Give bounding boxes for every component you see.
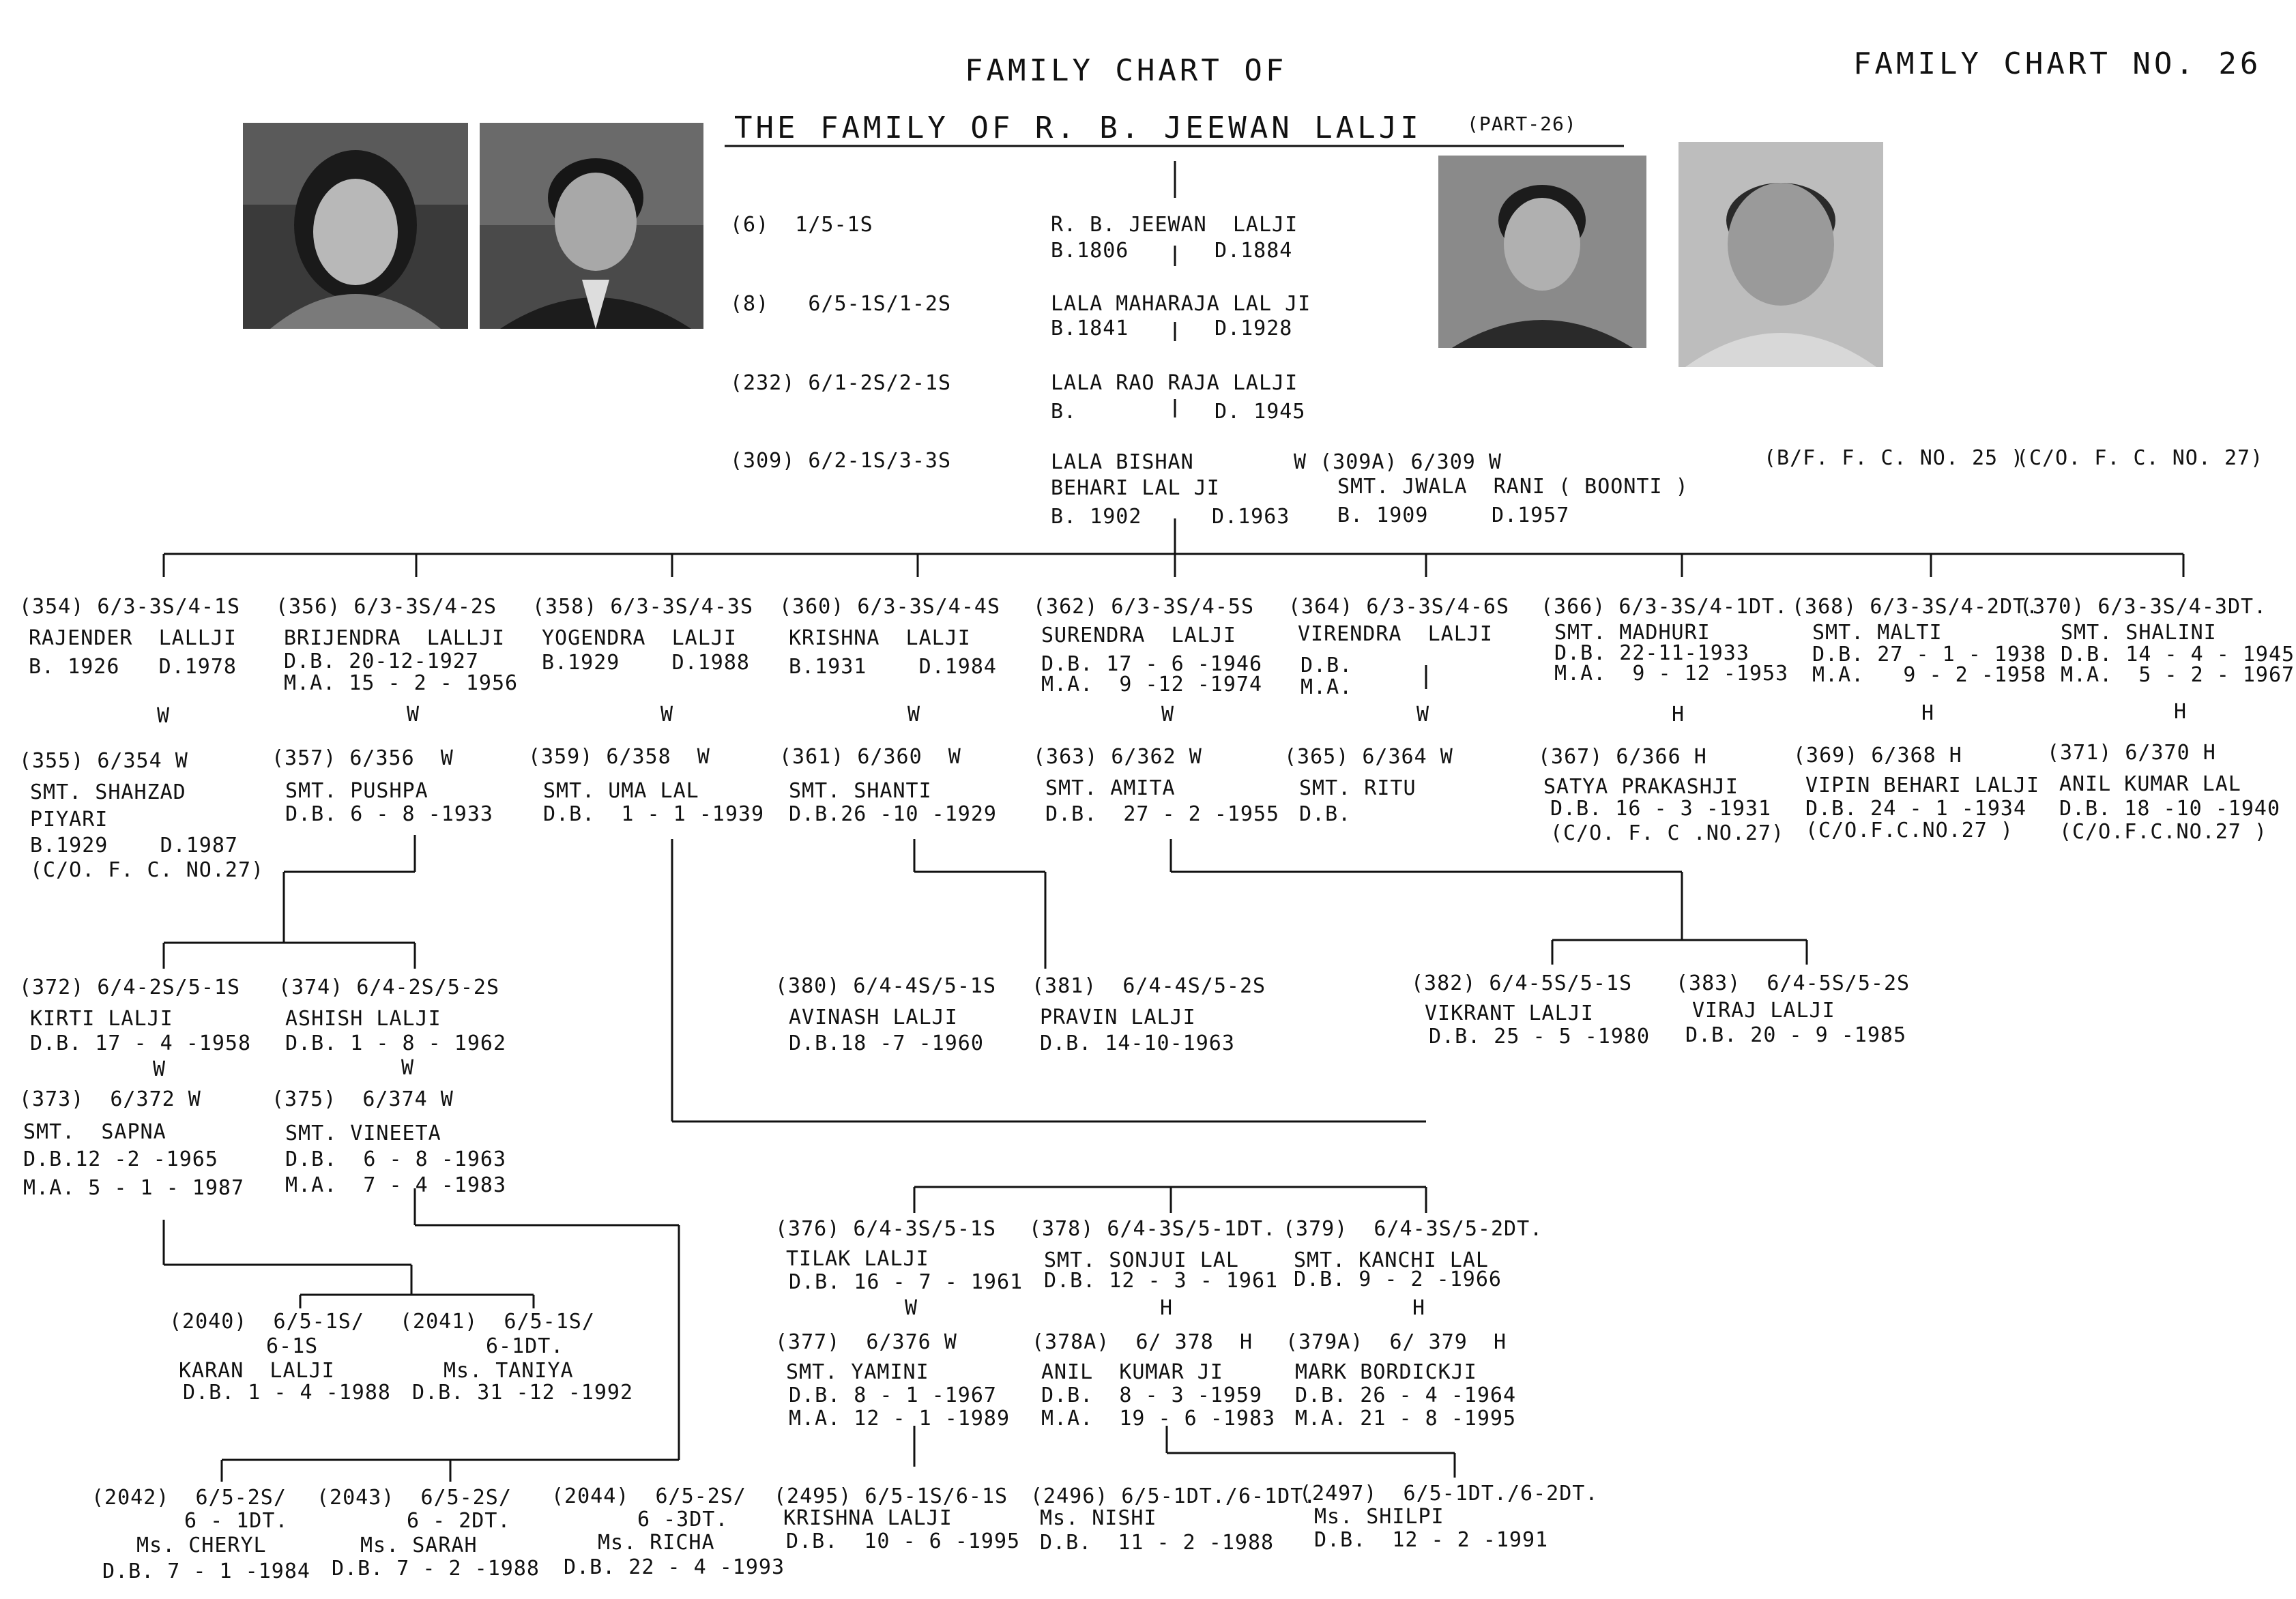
person-code: (2496) 6/5-1DT./6-1DT. <box>1030 1484 1317 1508</box>
person-name: SMT. SHAHZAD <box>30 780 186 804</box>
person-dates: D.B. 24 - 1 -1934 <box>1805 797 2027 821</box>
person-dates: D.B. 16 - 7 - 1961 <box>789 1270 1023 1294</box>
person-code: (382) 6/4-5S/5-1S <box>1411 971 1633 995</box>
reference-bf: (B/F. F. C. NO. 25 ) <box>1764 446 2024 470</box>
person-name: TILAK LALJI <box>786 1247 929 1271</box>
wife-link: W <box>1416 703 1430 727</box>
lineage-name: LALA MAHARAJA LAL JI <box>1051 292 1311 316</box>
wife-link: W <box>905 1296 918 1320</box>
person-code: 6-1DT. <box>486 1334 564 1358</box>
person-code: (365) 6/364 W <box>1284 745 1453 769</box>
husband-link: H <box>1412 1296 1426 1320</box>
person-marriage: M.A. 12 - 1 -1989 <box>789 1407 1011 1431</box>
person-name: VIKRANT LALJI <box>1425 1001 1594 1025</box>
person-name: SMT. SHALINI <box>2061 621 2217 645</box>
person-name: SMT. SONJUI LAL <box>1044 1248 1239 1272</box>
person-dates: D.B. 14-10-1963 <box>1040 1031 1235 1055</box>
person-dates: D.B.12 -2 -1965 <box>23 1147 218 1171</box>
person-code: (376) 6/4-3S/5-1S <box>775 1217 997 1241</box>
lineage-code: (8) 6/5-1S/1-2S <box>730 292 952 316</box>
wife-link: W <box>157 704 171 728</box>
person-code: (378) 6/4-3S/5-1DT. <box>1029 1217 1277 1241</box>
person-code: (374) 6/4-2S/5-2S <box>278 975 500 999</box>
person-code: (2042) 6/5-2S/ <box>91 1486 287 1510</box>
person-dates: D.B. 20 - 9 -1985 <box>1685 1023 1907 1047</box>
person-dates: D.B. 17 - 6 -1946 <box>1041 652 1263 676</box>
lineage-died: D. 1945 <box>1215 400 1306 424</box>
person-code: (361) 6/360 W <box>779 745 961 769</box>
person-name: SMT. MALTI <box>1812 621 1943 645</box>
person-dates: D.B. 6 - 8 -1963 <box>285 1147 507 1171</box>
wife-link: W <box>401 1056 415 1080</box>
lineage-died: D.1884 <box>1215 239 1293 263</box>
person-code: (358) 6/3-3S/4-3S <box>532 595 754 619</box>
person-dates: D.B. 7 - 2 -1988 <box>332 1557 540 1581</box>
lineage-name: LALA BISHAN <box>1051 450 1194 474</box>
person-name: SMT. VINEETA <box>285 1121 441 1145</box>
person-marriage: M.A. 9 - 12 -1953 <box>1554 662 1789 686</box>
person-code: (366) 6/3-3S/4-1DT. <box>1541 595 1788 619</box>
person-code: (360) 6/3-3S/4-4S <box>779 595 1001 619</box>
lineage-code: (309) 6/2-1S/3-3S <box>730 449 952 473</box>
person-code: (362) 6/3-3S/4-5S <box>1033 595 1255 619</box>
wife-link: W <box>660 703 674 727</box>
person-dates: D.B. 7 - 1 -1984 <box>102 1559 310 1583</box>
person-dates: D.B. 8 - 1 -1967 <box>789 1383 997 1407</box>
wife-link: W <box>153 1057 166 1081</box>
person-code: (377) 6/376 W <box>775 1330 957 1354</box>
person-dates: D.B. <box>1300 654 1353 677</box>
person-name: SMT. SHANTI <box>789 779 932 803</box>
husband-link: H <box>1672 703 1685 727</box>
person-name: SMT. KANCHI LAL <box>1294 1248 1489 1272</box>
person-code: (359) 6/358 W <box>528 745 710 769</box>
person-name: YOGENDRA LALJI <box>542 626 737 650</box>
person-dates: D.B. 12 - 3 - 1961 <box>1044 1269 1279 1293</box>
person-dates: D.B. 31 -12 -1992 <box>412 1381 634 1405</box>
lineage-died: D.1957 <box>1492 503 1570 527</box>
person-name: SMT. AMITA <box>1045 776 1176 800</box>
person-name: SMT. MADHURI <box>1554 621 1711 645</box>
person-name: PIYARI <box>30 808 108 832</box>
wife-link: W <box>907 703 921 727</box>
person-name: Ms. TANIYA <box>444 1359 574 1383</box>
person-dates: D.B. 11 - 2 -1988 <box>1040 1531 1275 1555</box>
lineage-name: BEHARI LAL JI <box>1051 476 1220 500</box>
person-dates: D.B.26 -10 -1929 <box>789 802 997 826</box>
lineage-born: B. <box>1051 400 1077 424</box>
person-name: KRISHNA LALJI <box>783 1506 953 1530</box>
person-marriage: M.A. 21 - 8 -1995 <box>1295 1407 1517 1431</box>
lineage-born: B.1841 <box>1051 317 1129 340</box>
person-name: Ms. CHERYL <box>136 1534 267 1557</box>
lineage-name: LALA RAO RAJA LALJI <box>1051 371 1298 395</box>
person-code: (355) 6/354 W <box>19 749 188 773</box>
reference-co: (C/O. F. C. NO. 27) <box>2016 446 2264 470</box>
person-name: VIRAJ LALJI <box>1692 999 1835 1023</box>
person-code: (375) 6/374 W <box>272 1087 454 1111</box>
person-marriage: M.A. <box>1300 675 1353 699</box>
person-code: (372) 6/4-2S/5-1S <box>19 975 241 999</box>
person-code: 6 - 2DT. <box>407 1509 511 1533</box>
person-name: AVINASH LALJI <box>789 1006 958 1029</box>
person-code: (378A) 6/ 378 H <box>1032 1330 1253 1354</box>
person-dates: D.B. 16 - 3 -1931 <box>1550 797 1772 821</box>
husband-link: H <box>2174 700 2188 724</box>
person-code: (2040) 6/5-1S/ <box>169 1310 364 1334</box>
person-name: BRIJENDRA LALLJI <box>284 626 506 650</box>
person-dates: D.B.18 -7 -1960 <box>789 1031 984 1055</box>
person-name: Ms. SARAH <box>360 1534 478 1557</box>
lineage-code: W (309A) 6/309 W <box>1294 450 1502 474</box>
person-name: SMT. PUSHPA <box>285 779 428 803</box>
person-code: (367) 6/366 H <box>1538 745 1707 769</box>
chart-title-line1: FAMILY CHART OF <box>965 53 1288 88</box>
person-name: SMT. YAMINI <box>786 1360 929 1384</box>
person-name: SURENDRA LALJI <box>1041 624 1236 647</box>
person-code: (354) 6/3-3S/4-1S <box>19 595 241 619</box>
person-dates: D.B. 14 - 4 - 1945 <box>2061 643 2295 666</box>
lineage-name: SMT. JWALA RANI ( BOONTI ) <box>1337 475 1689 499</box>
person-code: (2043) 6/5-2S/ <box>317 1486 512 1510</box>
wife-link: W <box>407 703 420 727</box>
husband-link: H <box>1160 1296 1174 1320</box>
person-dates: D.B. 10 - 6 -1995 <box>786 1529 1021 1553</box>
lineage-born: B. 1902 <box>1051 505 1142 529</box>
person-marriage: M.A. 9 - 2 -1958 <box>1812 663 2047 687</box>
lineage-code: (232) 6/1-2S/2-1S <box>730 371 952 395</box>
person-name: PRAVIN LALJI <box>1040 1006 1196 1029</box>
person-code: (371) 6/370 H <box>2047 741 2216 765</box>
person-dates: D.B. 27 - 2 -1955 <box>1045 802 1280 826</box>
person-name: RAJENDER LALLJI <box>29 626 237 650</box>
person-reference: (C/O.F.C.NO.27 ) <box>2059 820 2267 844</box>
person-dates: B. 1926 D.1978 <box>29 655 237 679</box>
person-dates: D.B. 8 - 3 -1959 <box>1041 1383 1263 1407</box>
person-name: KIRTI LALJI <box>30 1007 173 1031</box>
person-marriage: M.A. 15 - 2 - 1956 <box>284 671 519 695</box>
person-name: ANIL KUMAR LAL <box>2059 772 2241 796</box>
person-reference: (C/O. F. C .NO.27) <box>1550 821 1785 845</box>
person-dates: D.B. 25 - 5 -1980 <box>1429 1025 1651 1048</box>
person-name: MARK BORDICKJI <box>1295 1360 1477 1384</box>
person-name: SMT. RITU <box>1299 776 1416 800</box>
person-name: KARAN LALJI <box>179 1359 335 1383</box>
person-marriage: M.A. 7 - 4 -1983 <box>285 1173 507 1197</box>
person-code: (370) 6/3-3S/4-3DT. <box>2020 595 2267 619</box>
person-code: (380) 6/4-4S/5-1S <box>775 974 997 998</box>
person-code: (2497) 6/5-1DT./6-2DT. <box>1299 1482 1599 1506</box>
person-code: (369) 6/368 H <box>1793 744 1962 767</box>
lineage-born: B.1806 <box>1051 239 1129 263</box>
person-dates: D.B. 22 - 4 -1993 <box>564 1555 785 1579</box>
person-code: 6 - 1DT. <box>184 1509 289 1533</box>
lineage-name: R. B. JEEWAN LALJI <box>1051 213 1298 237</box>
person-dates: B.1931 D.1984 <box>789 655 997 679</box>
person-name: SATYA PRAKASHJI <box>1543 775 1739 799</box>
person-dates: D.B. 12 - 2 -1991 <box>1314 1528 1549 1552</box>
person-name: ASHISH LALJI <box>285 1007 441 1031</box>
person-code: (379A) 6/ 379 H <box>1285 1330 1507 1354</box>
person-code: (364) 6/3-3S/4-6S <box>1288 595 1510 619</box>
person-code: 6-1S <box>266 1334 319 1358</box>
person-dates: D.B. 26 - 4 -1964 <box>1295 1383 1517 1407</box>
person-dates: D.B. 1 - 4 -1988 <box>183 1381 391 1405</box>
person-dates: B.1929 D.1987 <box>30 834 238 857</box>
person-code: 6 -3DT. <box>637 1508 729 1531</box>
husband-link: H <box>1921 701 1935 725</box>
person-code: (383) 6/4-5S/5-2S <box>1676 971 1910 995</box>
person-code: (368) 6/3-3S/4-2DT. <box>1792 595 2039 619</box>
person-code: (2495) 6/5-1S/6-1S <box>774 1484 1008 1508</box>
person-code: (2041) 6/5-1S/ <box>400 1310 595 1334</box>
chart-number: FAMILY CHART NO. 26 <box>1853 46 2262 81</box>
person-reference: (C/O. F. C. NO.27) <box>30 858 265 882</box>
person-dates: D.B. 22-11-1933 <box>1554 641 1749 665</box>
person-marriage: M.A. 19 - 6 -1983 <box>1041 1407 1276 1431</box>
person-name: ANIL KUMAR JI <box>1041 1360 1223 1384</box>
person-code: (363) 6/362 W <box>1033 745 1202 769</box>
person-name: VIPIN BEHARI LALJI <box>1805 774 2040 797</box>
person-dates: D.B. 9 - 2 -1966 <box>1294 1267 1502 1291</box>
person-reference: (C/O.F.C.NO.27 ) <box>1805 819 2014 842</box>
lineage-code: (6) 1/5-1S <box>730 213 873 237</box>
chart-part: (PART-26) <box>1467 113 1577 135</box>
person-name: Ms. RICHA <box>598 1531 715 1555</box>
person-dates: B.1929 D.1988 <box>542 651 750 675</box>
person-name: Ms. NISHI <box>1040 1506 1157 1530</box>
person-dates: D.B. 17 - 4 -1958 <box>30 1031 252 1055</box>
lineage-born: B. 1909 <box>1337 503 1429 527</box>
person-dates: D.B. 6 - 8 -1933 <box>285 802 493 826</box>
person-code: (381) 6/4-4S/5-2S <box>1032 974 1266 998</box>
person-dates: D.B. <box>1299 802 1352 826</box>
person-dates: D.B. 1 - 1 -1939 <box>543 802 765 826</box>
person-name: VIRENDRA LALJI <box>1298 622 1493 646</box>
person-code: (2044) 6/5-2S/ <box>551 1484 746 1508</box>
person-name: KRISHNA LALJI <box>789 626 971 650</box>
person-code: (357) 6/356 W <box>272 746 454 770</box>
person-name: Ms. SHILPI <box>1314 1505 1444 1529</box>
lineage-died: D.1928 <box>1215 317 1293 340</box>
person-name: SMT. UMA LAL <box>543 779 699 803</box>
person-code: (356) 6/3-3S/4-2S <box>276 595 497 619</box>
person-dates: D.B. 20-12-1927 <box>284 649 479 673</box>
person-marriage: M.A. 5 - 2 - 1967 <box>2061 663 2295 687</box>
wife-link: W <box>1161 703 1175 727</box>
chart-title-line2: THE FAMILY OF R. B. JEEWAN LALJI <box>734 111 1422 145</box>
person-dates: D.B. 27 - 1 - 1938 <box>1812 643 2047 666</box>
person-code: (373) 6/372 W <box>19 1087 201 1111</box>
person-marriage: M.A. 9 -12 -1974 <box>1041 673 1263 696</box>
lineage-died: D.1963 <box>1212 505 1290 529</box>
person-dates: D.B. 18 -10 -1940 <box>2059 797 2281 821</box>
person-name: SMT. SAPNA <box>23 1120 166 1144</box>
person-dates: D.B. 1 - 8 - 1962 <box>285 1031 507 1055</box>
person-code: (379) 6/4-3S/5-2DT. <box>1283 1217 1543 1241</box>
person-marriage: M.A. 5 - 1 - 1987 <box>23 1176 245 1200</box>
